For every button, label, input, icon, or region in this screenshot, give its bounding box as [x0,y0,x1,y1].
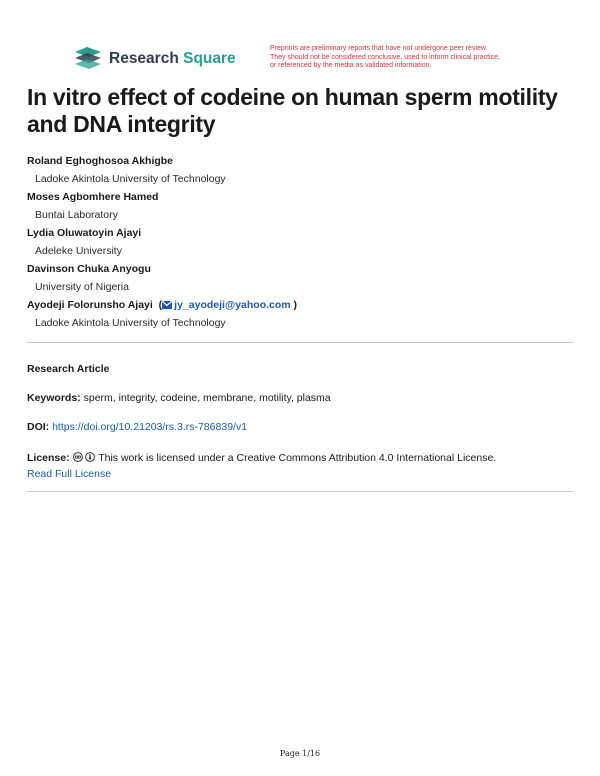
author-name: Roland Eghoghosoa Akhigbe [27,155,174,167]
creative-commons-icon [73,452,83,462]
divider [27,342,573,343]
author-email-link[interactable]: jy_ayodeji@yahoo.com [174,299,291,311]
disclaimer-line: Preprints are preliminary reports that have not undergone peer review. [270,45,488,52]
research-square-logo[interactable] [73,46,236,72]
paper-title: In vitro effect of codeine on human sperm motility and DNA integrity [27,84,558,137]
author-entry [27,189,577,225]
envelope-icon [162,301,172,309]
author-entry [27,153,577,189]
license-label: License: [27,452,70,464]
doi-row [27,419,573,435]
author-entry [27,261,577,297]
author-affiliation: Buntai Laboratory [35,209,118,221]
corresponding-author-name: Ayodeji Folorunsho Ajayi ( jy_ayodeji@yahoo.com ) [27,299,298,311]
author-name: Ayodeji Folorunsho Ajayi [27,299,153,311]
author-name: Moses Agbomhere Hamed [27,191,159,203]
doi-link[interactable]: https://doi.org/10.21203/rs.3.rs-786839/v1 [52,421,248,433]
read-full-license-link[interactable]: Read Full License [27,468,112,480]
disclaimer-line: or referenced by the media as validated information. [270,62,432,70]
author-entry [27,225,577,261]
attribution-icon [85,452,95,462]
preprint-disclaimer [270,45,545,71]
keywords-value: sperm, integrity, codeine, membrane, motility, plasma [83,392,331,404]
author-affiliation: Adeleke University [35,245,122,257]
article-type [27,361,573,377]
license-text: This work is licensed under a Creative Commons Attribution 4.0 International License. [98,452,497,464]
disclaimer-line: They should not be considered conclusive, used to inform clinical practice, [270,53,500,61]
author-name: Lydia Oluwatoyin Ajayi [27,227,142,239]
author-affiliation: Ladoke Akintola University of Technology [35,173,226,185]
logo-wordmark [109,50,236,68]
logo-word-square: Square [183,50,236,67]
author-entry [27,297,577,333]
keywords-label: Keywords: [27,392,81,404]
article-type-label: Research Article [27,363,110,375]
license-row [27,450,573,482]
research-square-logo-icon [73,46,103,70]
doi-label: DOI: [27,421,50,433]
author-name: Davinson Chuka Anyogu [27,263,151,275]
logo-word-research: Research [109,50,179,67]
author-list [27,153,577,333]
author-affiliation: Ladoke Akintola University of Technology [35,317,226,329]
page-number: Page 1/16 [279,749,321,758]
keywords-row [27,390,573,406]
author-affiliation: University of Nigeria [35,281,129,293]
divider [27,491,573,492]
